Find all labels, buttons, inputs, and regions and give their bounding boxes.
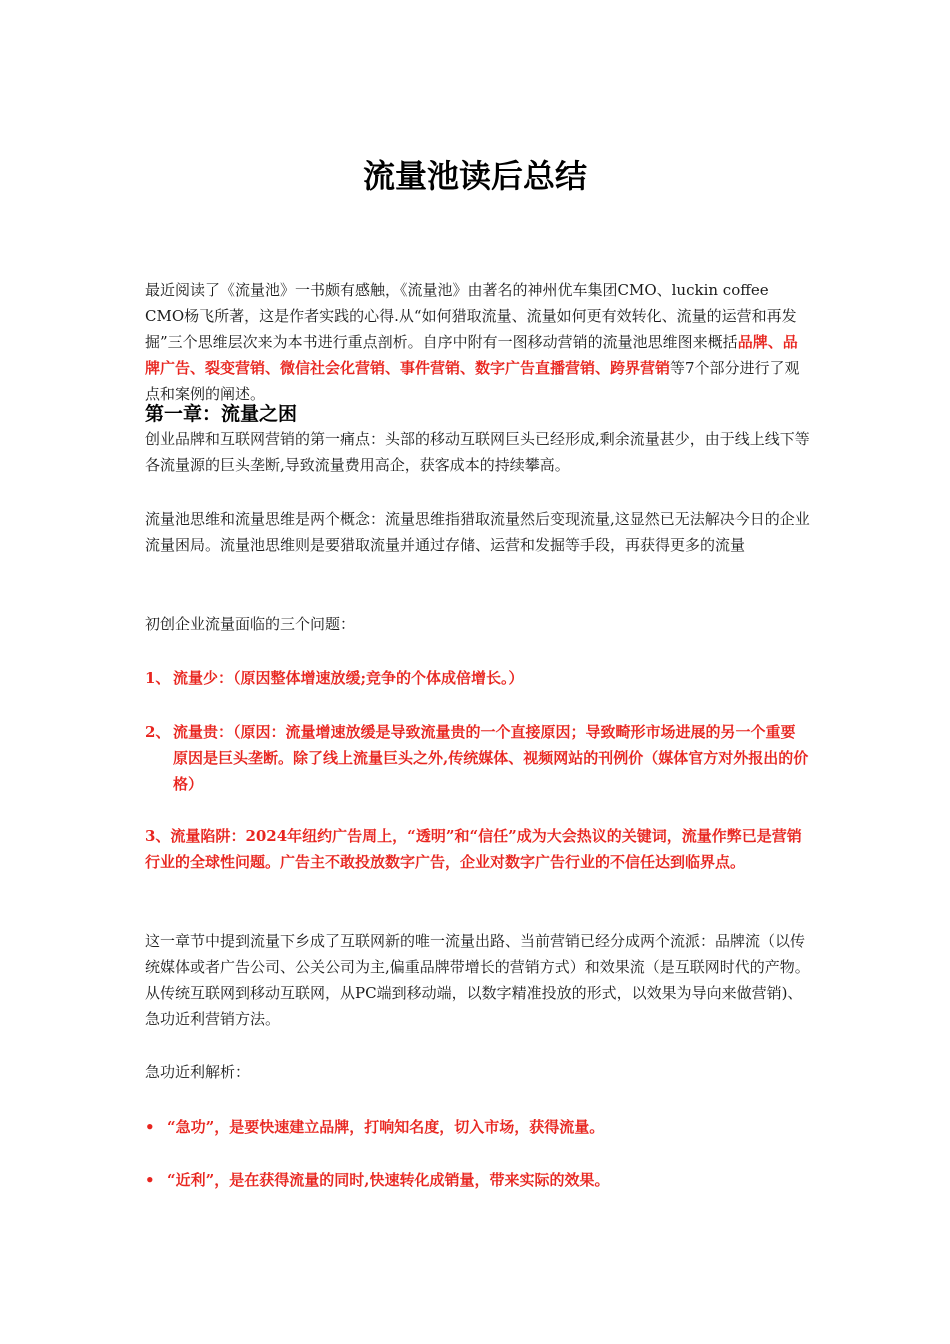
bullet-text: “近利”，是在获得流量的同时,快速转化成销量，带来实际的效果。 [167, 1171, 610, 1189]
bullet-item [145, 1167, 810, 1193]
analysis-heading: 急功近利解析： [145, 1063, 251, 1081]
bullet-mark: • [145, 1171, 155, 1189]
problems-intro: 初创企业流量面临的三个问题： [145, 615, 356, 633]
list-number: 2、 [145, 723, 171, 741]
chapter-paragraph-1: 创业品牌和互联网营销的第一痛点：头部的移动互联网巨头已经形成,剩余流量甚少，由于线上线下等各流量源的巨头垄断,导致流量费用高企，获客成本的持续攀高。 [145, 430, 810, 474]
bullet-mark: • [145, 1118, 155, 1136]
chapter-heading: 第一章：流量之困 [145, 403, 298, 425]
chapter-paragraph-2: 流量池思维和流量思维是两个概念：流量思维指猎取流量然后变现流量,这显然已无法解决今日的企业流量困局。流量池思维则是要猎取流量并通过存储、运营和发掘等手段，再获得更多的流量 [145, 510, 810, 554]
intro-highlight: 品牌、品牌广告、裂变营销、微信社会化营销、事件营销、数字广告直播营销、跨界营销 [145, 333, 798, 377]
bullet-text: “急功”，是要快速建立品牌，打响知名度，切入市场，获得流量。 [167, 1118, 605, 1136]
list-text: 流量贵：（原因：流量增速放缓是导致流量贵的一个直接原因；导致畸形市场进展的另一个重要原因是巨头垄断。除了线上流量巨头之外,传统媒体、视频网站的刊例价（媒体官方对外报出的价格） [173, 723, 809, 793]
intro-paragraph [145, 277, 810, 407]
chapter-paragraph-4: 这一章节中提到流量下乡成了互联网新的唯一流量出路、当前营销已经分成两个流派：品牌流（以传统媒体或者广告公司、公关公司为主,偏重品牌带增长的营销方式）和效果流（是互联网时代的产物。从传统互联网到移动互联网，从PC端到移动端，以数字精准投放的形式，以效果为导向来做营销)、急功近利营销方法。 [145, 932, 810, 1028]
list-number: 1、 [145, 669, 171, 687]
list-item [145, 719, 810, 797]
intro-text-end: 等7个部分进行了观点和案例的阐述。 [145, 359, 800, 403]
document-title: 流量池读后总结 [362, 157, 587, 195]
list-text: 流量少：（原因整体增速放缓;竞争的个体成倍增长。） [173, 669, 524, 687]
bullet-item [145, 1114, 810, 1140]
list-item-3: 3、流量陷阱：2024年纽约广告周上，“透明”和“信任”成为大会热议的关键词，流量作弊已是营销行业的全球性问题。广告主不敢投放数字广告，企业对数字广告行业的不信任达到临界点。 [145, 827, 802, 871]
list-item [145, 665, 810, 691]
intro-text: 最近阅读了《流量池》一书颇有感触，《流量池》由著名的神州优车集团CMO、luckin coffee CMO杨飞所著，这是作者实践的心得.从“如何猎取流量、流量如何更有效转化、流量的运营和再发掘”三个思维层次来为本书进行重点剖析。自序中附有一图移动营销的流量池思维图来概括 [145, 281, 797, 351]
